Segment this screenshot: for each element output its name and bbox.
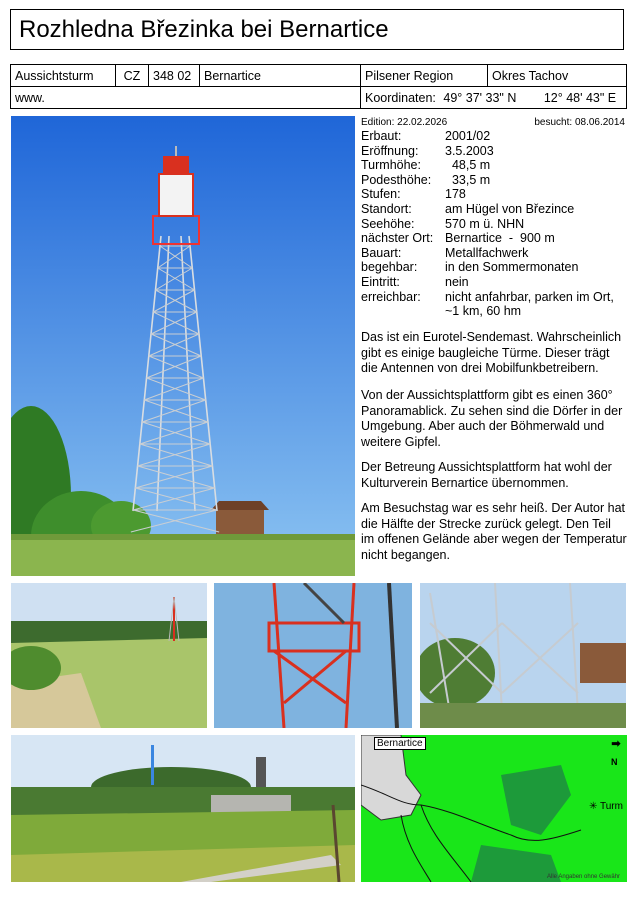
longitude: 12° 48' 43" E [543,90,617,105]
latitude: 49° 37' 33" N [443,90,517,105]
fact-key: erreichbar: [361,289,421,304]
fact-key: Seehöhe: [361,216,415,231]
fact-value: nein [445,274,469,289]
fact-key: begehbar: [361,260,418,275]
paragraph-1: Das ist ein Eurotel-Sendemast. Wahrscheinlich gibt es einige baugleiche Türme. Dieser trägt die Antennen von drei Mobilfunkbetreibern. [361,330,622,375]
page-title: Rozhledna Březinka bei Bernartice [10,9,624,50]
fact-value: 570 m ü. NHN [445,216,525,231]
main-tower-photo [11,116,355,576]
visit-date: besucht: 08.06.2014 [534,117,625,128]
paragraph-3: Der Betreung Aussichtsplattform hat wohl der Kulturverein Bernartice übernommen. [361,460,612,490]
north-arrow-icon: ⬆ [609,739,621,749]
town-cell: Bernartice [200,65,361,87]
fact-key: Bauart: [361,245,402,260]
fact-key: Stufen: [361,187,401,202]
fact-value: Bernartice - 900 m [445,231,555,246]
fact-value: 2001/02 [445,129,491,143]
coords-cell [361,87,627,109]
fact-key: Eröffnung: [361,143,419,158]
fact-value: ~1 km, 60 hm [445,304,522,319]
tower-marker-icon: ✳ [589,801,598,812]
coords-label: Koordinaten: [365,90,436,105]
tower-base-photo [420,583,626,728]
region-cell: Pilsener Region [361,65,488,87]
fact-value: 3.5.2003 [445,143,494,158]
fact-value: 178 [445,187,466,202]
fact-row [361,158,625,173]
fact-key: nächster Ort: [361,231,434,246]
fact-value: 48,5 m [445,158,491,173]
platform-closeup-photo [214,583,412,728]
fact-row [361,275,625,290]
panorama-photo [11,735,355,882]
web-cell: www. [11,87,361,109]
country-cell: CZ [116,65,149,87]
fact-key: Standort: [361,201,412,216]
paragraph-2: Von der Aussichtsplattform gibt es einen 360° Panoramablick. Zu sehen sind die Dörfer in der Umgebung. Aber auch der Böhmerwald und weitere Gipfel. [361,388,623,449]
paragraph-4: Am Besuchstag war es sehr heiß. Der Autor hat die Hälfte der Strecke zurück gelegt. Den Teil im offenen Gelände aber wegen der Temperatur nicht begangen. [361,501,627,562]
fact-value: in den Sommermonaten [445,260,579,275]
fact-key: Erbaut: [361,129,402,143]
fact-row [361,246,625,261]
fact-key: Turmhöhe: [361,158,421,173]
fact-value: nicht anfahrbar, parken im Ort, [445,289,614,304]
fact-row [361,217,625,232]
north-label: N [611,757,618,767]
postcode-cell: 348 02 [149,65,200,87]
map-disclaimer: Alle Angaben ohne Gewähr [547,874,621,880]
fact-row [361,173,625,188]
info-table [10,64,627,109]
map-tower-label: Turm [600,801,623,812]
landscape-photo [11,583,207,728]
map-tower-marker [589,801,623,812]
fact-value: 33,5 m [445,172,491,187]
facts-block [361,116,625,319]
fact-row [361,202,625,217]
fact-value: am Hügel von Březince [445,201,575,216]
fact-row [361,187,625,202]
map-place-label: Bernartice [374,737,426,750]
edition-date: Edition: 22.02.2026 [361,117,448,128]
fact-key: Podesthöhe: [361,172,432,187]
fact-row [361,129,625,144]
fact-value: Metallfachwerk [445,245,529,260]
fact-row [361,144,625,159]
fact-key: Eintritt: [361,274,400,289]
fact-key [361,304,445,319]
fact-row [361,290,625,305]
fact-row [361,231,625,246]
fact-row [361,260,625,275]
type-cell: Aussichtsturm [11,65,116,87]
fact-row [361,304,625,319]
location-map [361,735,627,882]
district-cell: Okres Tachov [488,65,627,87]
